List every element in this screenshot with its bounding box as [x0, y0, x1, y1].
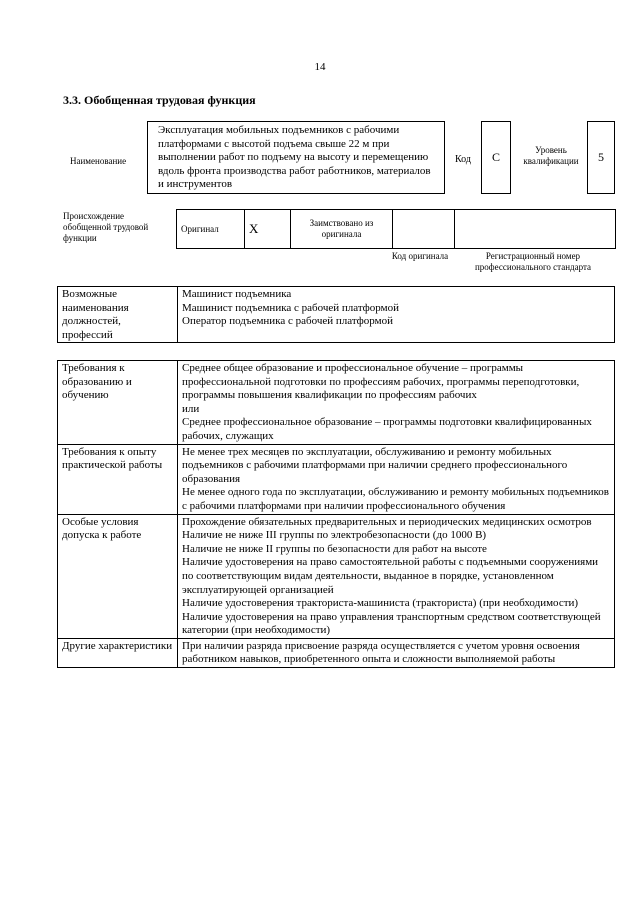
list-item: При наличии разряда присвоение разряда осуществляется с учетом уровня освоения работником навыков, приобретенного опыта и сложности выполняемой работы: [182, 639, 580, 666]
table-row: [58, 444, 615, 514]
list-item: Среднее профессиональное образование – программы подготовки квалифицированных рабочих, служащих: [182, 416, 592, 442]
list-item: Наличие удостоверения тракториста-машиниста (тракториста) (при необходимости): [182, 597, 579, 610]
original-label: Оригинал: [177, 210, 245, 249]
education-label: Требования к образованию и обучению: [58, 361, 178, 445]
experience-label: Требования к опыту практической работы: [58, 444, 178, 514]
other-characteristics-value: [178, 638, 615, 667]
positions-label: Возможные наименования должностей, профессий: [58, 287, 178, 343]
list-item: Наличие не ниже III группы по электробезопасности (до 1000 В): [182, 529, 487, 542]
table-row: [58, 361, 615, 445]
registration-number-cell: [455, 210, 616, 249]
list-item: Не менее одного года по эксплуатации, обслуживанию и ремонту мобильных подъемников с рабочими платформами при наличии профессионального обучения: [182, 486, 609, 512]
name-label: Наименование: [70, 156, 127, 166]
code-label: Код: [455, 154, 471, 165]
education-value: [178, 361, 615, 445]
list-item: Машинист подъемника: [182, 288, 292, 300]
experience-value: [178, 444, 615, 514]
page-number: 14: [314, 61, 326, 73]
list-item: Наличие не ниже II группы по безопасности для работ на высоте: [182, 542, 487, 555]
table-row: [58, 514, 615, 638]
other-characteristics-label: Другие характеристики: [58, 638, 178, 667]
positions-list: [178, 287, 615, 343]
table-row: [58, 638, 615, 667]
list-item: или: [182, 402, 200, 415]
list-item: Не менее трех месяцев по эксплуатации, обслуживанию и ремонту мобильных подъемников с рабочими платформами при наличии среднего профессионального образования: [182, 445, 568, 485]
registration-number-caption: Регистрационный номер профессионального стандарта: [474, 251, 592, 272]
positions-table: [57, 286, 615, 343]
list-item: Наличие удостоверения на право управления транспортным средством соответствующей категории (при необходимости): [182, 610, 601, 637]
original-code-cell: [393, 210, 455, 249]
origin-table: [176, 209, 616, 249]
section-title: 3.3. Обобщенная трудовая функция: [63, 93, 256, 107]
borrowed-label: Заимствовано из оригинала: [291, 210, 393, 249]
origin-label: Происхождение обобщенной трудовой функции: [63, 211, 149, 243]
admission-value: [178, 514, 615, 638]
requirements-table: [57, 360, 615, 668]
list-item: Машинист подъемника с рабочей платформой: [182, 301, 399, 314]
list-item: Среднее общее образование и профессиональное обучение – программы профессиональной подготовки по профессиям рабочих, программы переподготовки, программы повышения квалификации по профессиям рабочих: [182, 362, 580, 402]
list-item: Прохождение обязательных предварительных и периодических медицинских осмотров: [182, 515, 592, 528]
table-row: [58, 287, 615, 343]
qualification-level-label: Уровень квалификации: [523, 145, 579, 166]
function-name-box: Эксплуатация мобильных подъемников с рабочими платформами с высотой подъема свыше 22 м при выполнении работ по подъему на высоту и перемещению вдоль фронта производства работ работников, материалов и инструментов: [147, 121, 445, 194]
qualification-level-box: 5: [587, 121, 615, 194]
code-value-box: C: [481, 121, 511, 194]
original-mark: X: [245, 210, 291, 249]
original-code-caption: Код оригинала: [391, 251, 449, 261]
list-item: Наличие удостоверения на право самостоятельной работы с подъемными сооружениями по соответствующим видам деятельности, выданное в порядке, установленном эксплуатирующей организацией: [182, 556, 599, 596]
list-item: Оператор подъемника с рабочей платформой: [182, 315, 393, 328]
admission-label: Особые условия допуска к работе: [58, 514, 178, 638]
